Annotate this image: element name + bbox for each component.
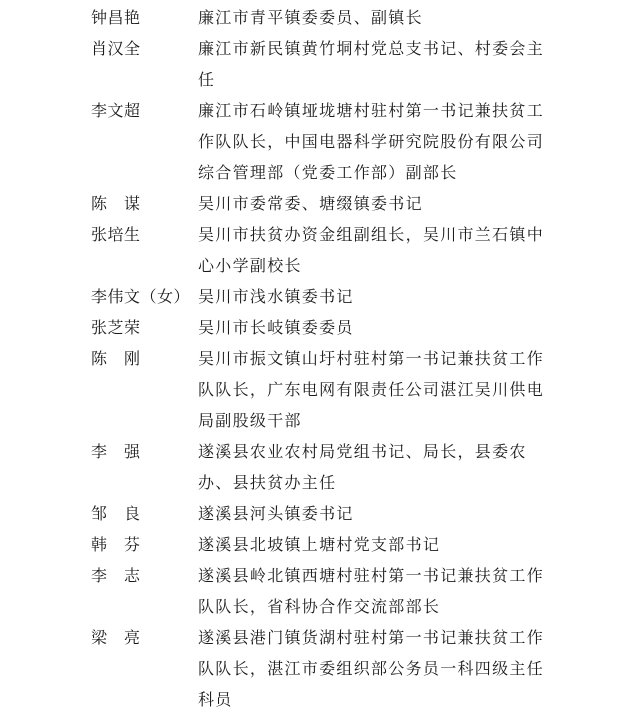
list-item [0,33,640,95]
person-name: 李 志 [91,566,141,585]
list-item [0,188,640,219]
person-position: 吴川市委常委、塘缀镇委书记 [198,194,423,213]
person-position: 吴川市浅水镇委书记 [198,287,354,306]
list-item [0,219,640,281]
person-position: 遂溪县岭北镇西塘村驻村第一书记兼扶贫工作队队长，省科协合作交流部部长 [198,566,545,616]
person-position: 吴川市振文镇山圩村驻村第一书记兼扶贫工作队队长，广东电网有限责任公司湛江吴川供电局副股级干部 [198,349,545,430]
person-position: 吴川市长岐镇委委员 [198,318,354,337]
person-name: 李 强 [91,442,141,461]
list-item [0,281,640,312]
person-name: 李伟文（女） [91,287,191,306]
person-name: 张芝荣 [91,318,141,337]
list-item [0,312,640,343]
person-position: 遂溪县河头镇委书记 [198,504,354,523]
list-item [0,498,640,529]
list-item [0,95,640,188]
person-position: 廉江市新民镇黄竹垌村党总支书记、村委会主任 [198,39,545,89]
person-name: 肖汉全 [91,39,141,58]
person-position: 遂溪县港门镇货湖村驻村第一书记兼扶贫工作队队长，湛江市委组织部公务员一科四级主任科员 [198,628,545,709]
person-name: 韩 芬 [91,535,141,554]
person-position: 廉江市石岭镇垭垅塘村驻村第一书记兼扶贫工作队队长，中国电器科学研究院股份有限公司综合管理部（党委工作部）副部长 [198,101,545,182]
person-position: 遂溪县北坡镇上塘村党支部书记 [198,535,441,554]
person-name: 钟昌艳 [91,8,141,27]
list-item [0,343,640,436]
person-name: 梁 亮 [91,628,141,647]
person-position: 遂溪县农业农村局党组书记、局长，县委农办、县扶贫办主任 [198,442,527,492]
person-position: 廉江市青平镇委委员、副镇长 [198,8,423,27]
person-name: 邹 良 [91,504,141,523]
list-item [0,436,640,498]
person-position: 吴川市扶贫办资金组副组长，吴川市兰石镇中心小学副校长 [198,225,545,275]
list-item [0,529,640,560]
person-name: 李文超 [91,101,141,120]
person-name: 张培生 [91,225,141,244]
person-name: 陈 刚 [91,349,141,368]
list-item [0,560,640,622]
list-item [0,2,640,33]
list-item [0,622,640,715]
person-name: 陈 谋 [91,194,141,213]
